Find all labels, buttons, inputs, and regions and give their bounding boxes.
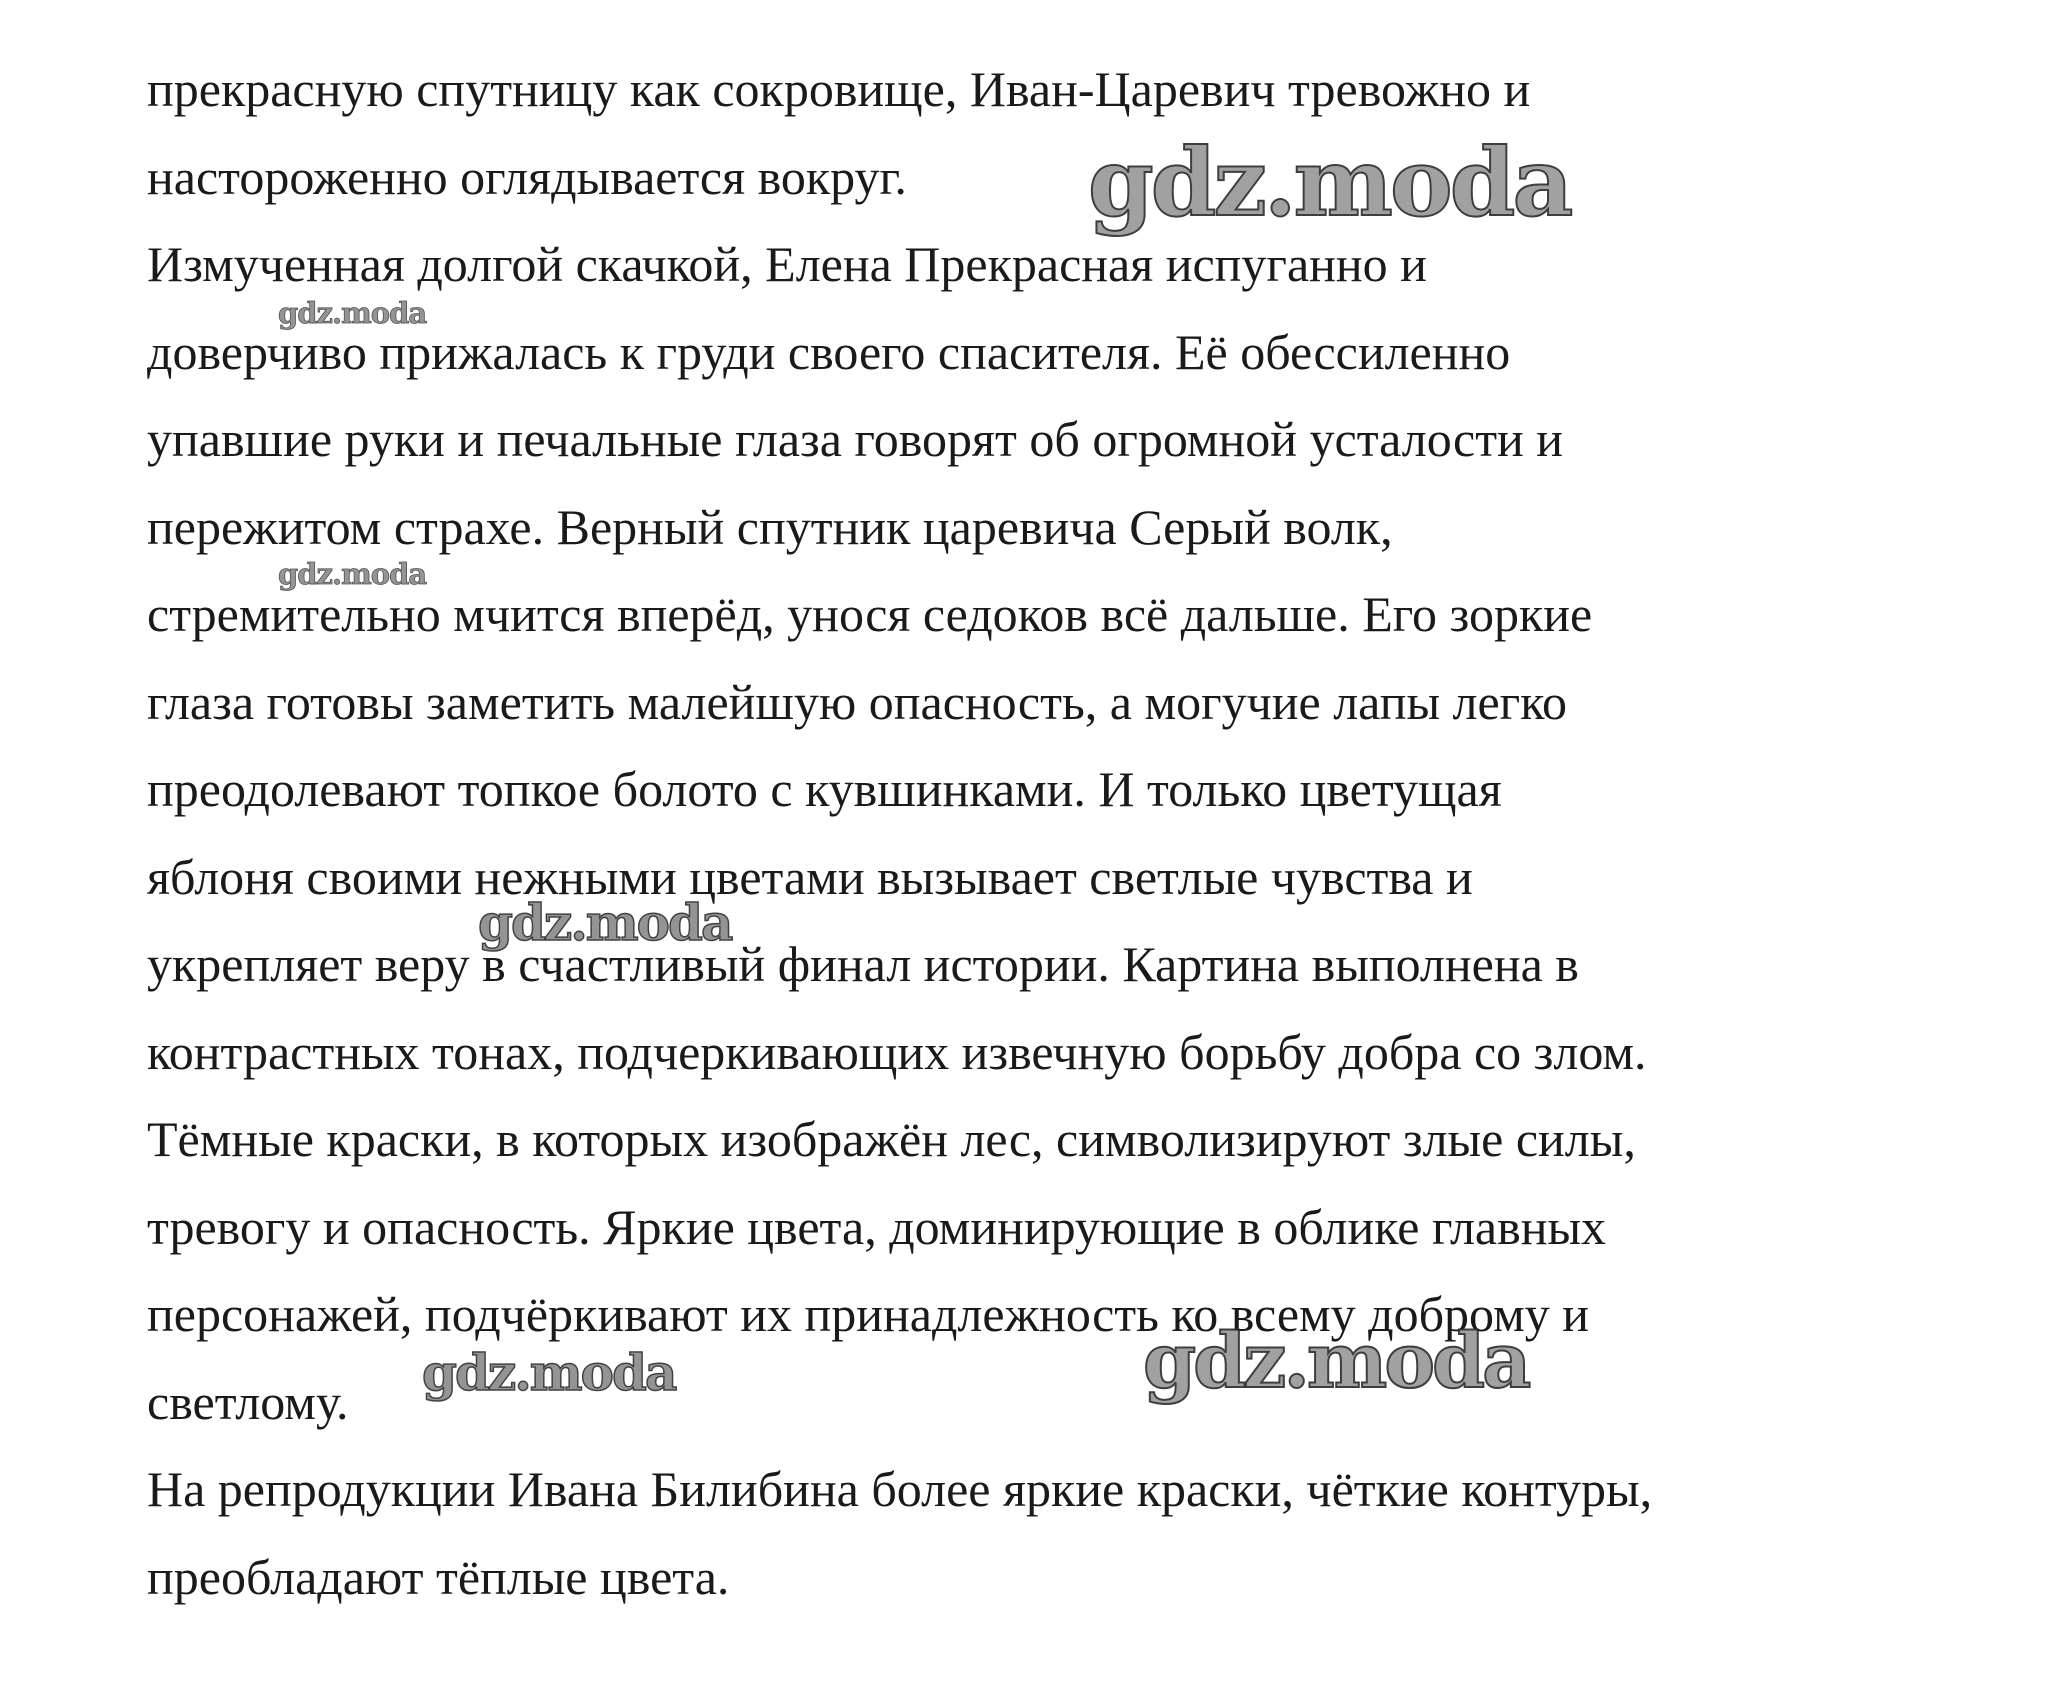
watermark-logo: gdz.moda	[278, 557, 427, 591]
text-line: укрепляет веру в счастливый финал истории. Картина выполнена в	[147, 936, 1579, 992]
text-line: прекрасную спутницу как сокровище, Иван-Царевич тревожно и	[147, 61, 1531, 117]
text-line: стремительно мчится вперёд, унося седоков всё дальше. Его зоркие	[147, 586, 1593, 642]
watermark-logo: gdz.moda	[1143, 1316, 1529, 1405]
text-line: преобладают тёплые цвета.	[147, 1548, 730, 1605]
text-line: персонажей, подчёркивают их принадлежность ко всему доброму и	[147, 1286, 1589, 1342]
watermark-logo: gdz.moda	[422, 1343, 676, 1402]
watermark-logo: gdz.moda	[1088, 128, 1571, 238]
text-line: настороженно оглядывается вокруг.	[147, 148, 907, 205]
text-line: Измученная долгой скачкой, Елена Прекрасная испуганно и	[147, 236, 1427, 292]
text-line: светлому.	[147, 1373, 349, 1430]
text-line: упавшие руки и печальные глаза говорят об огромной усталости и	[147, 411, 1564, 467]
text-line: яблоня своими нежными цветами вызывает светлые чувства и	[147, 848, 1473, 905]
text-line: доверчиво прижалась к груди своего спасителя. Её обессиленно	[147, 323, 1511, 380]
text-line: пережитом страхе. Верный спутник царевича Серый волк,	[147, 498, 1393, 555]
text-line: контрастных тонах, подчеркивающих извечную борьбу добра со злом.	[147, 1023, 1647, 1080]
text-line: На репродукции Ивана Билибина более яркие краски, чёткие контуры,	[147, 1461, 1653, 1517]
watermark-logo: gdz.moda	[278, 296, 427, 330]
watermark-logo: gdz.moda	[478, 893, 732, 952]
text-line: преодолевают топкое болото с кувшинками. И только цветущая	[147, 761, 1502, 817]
text-line: Тёмные краски, в которых изображён лес, символизируют злые силы,	[147, 1111, 1636, 1167]
text-line: тревогу и опасность. Яркие цвета, доминирующие в облике главных	[147, 1198, 1607, 1255]
text-line: глаза готовы заметить малейшую опасность, а могучие лапы легко	[147, 673, 1567, 730]
